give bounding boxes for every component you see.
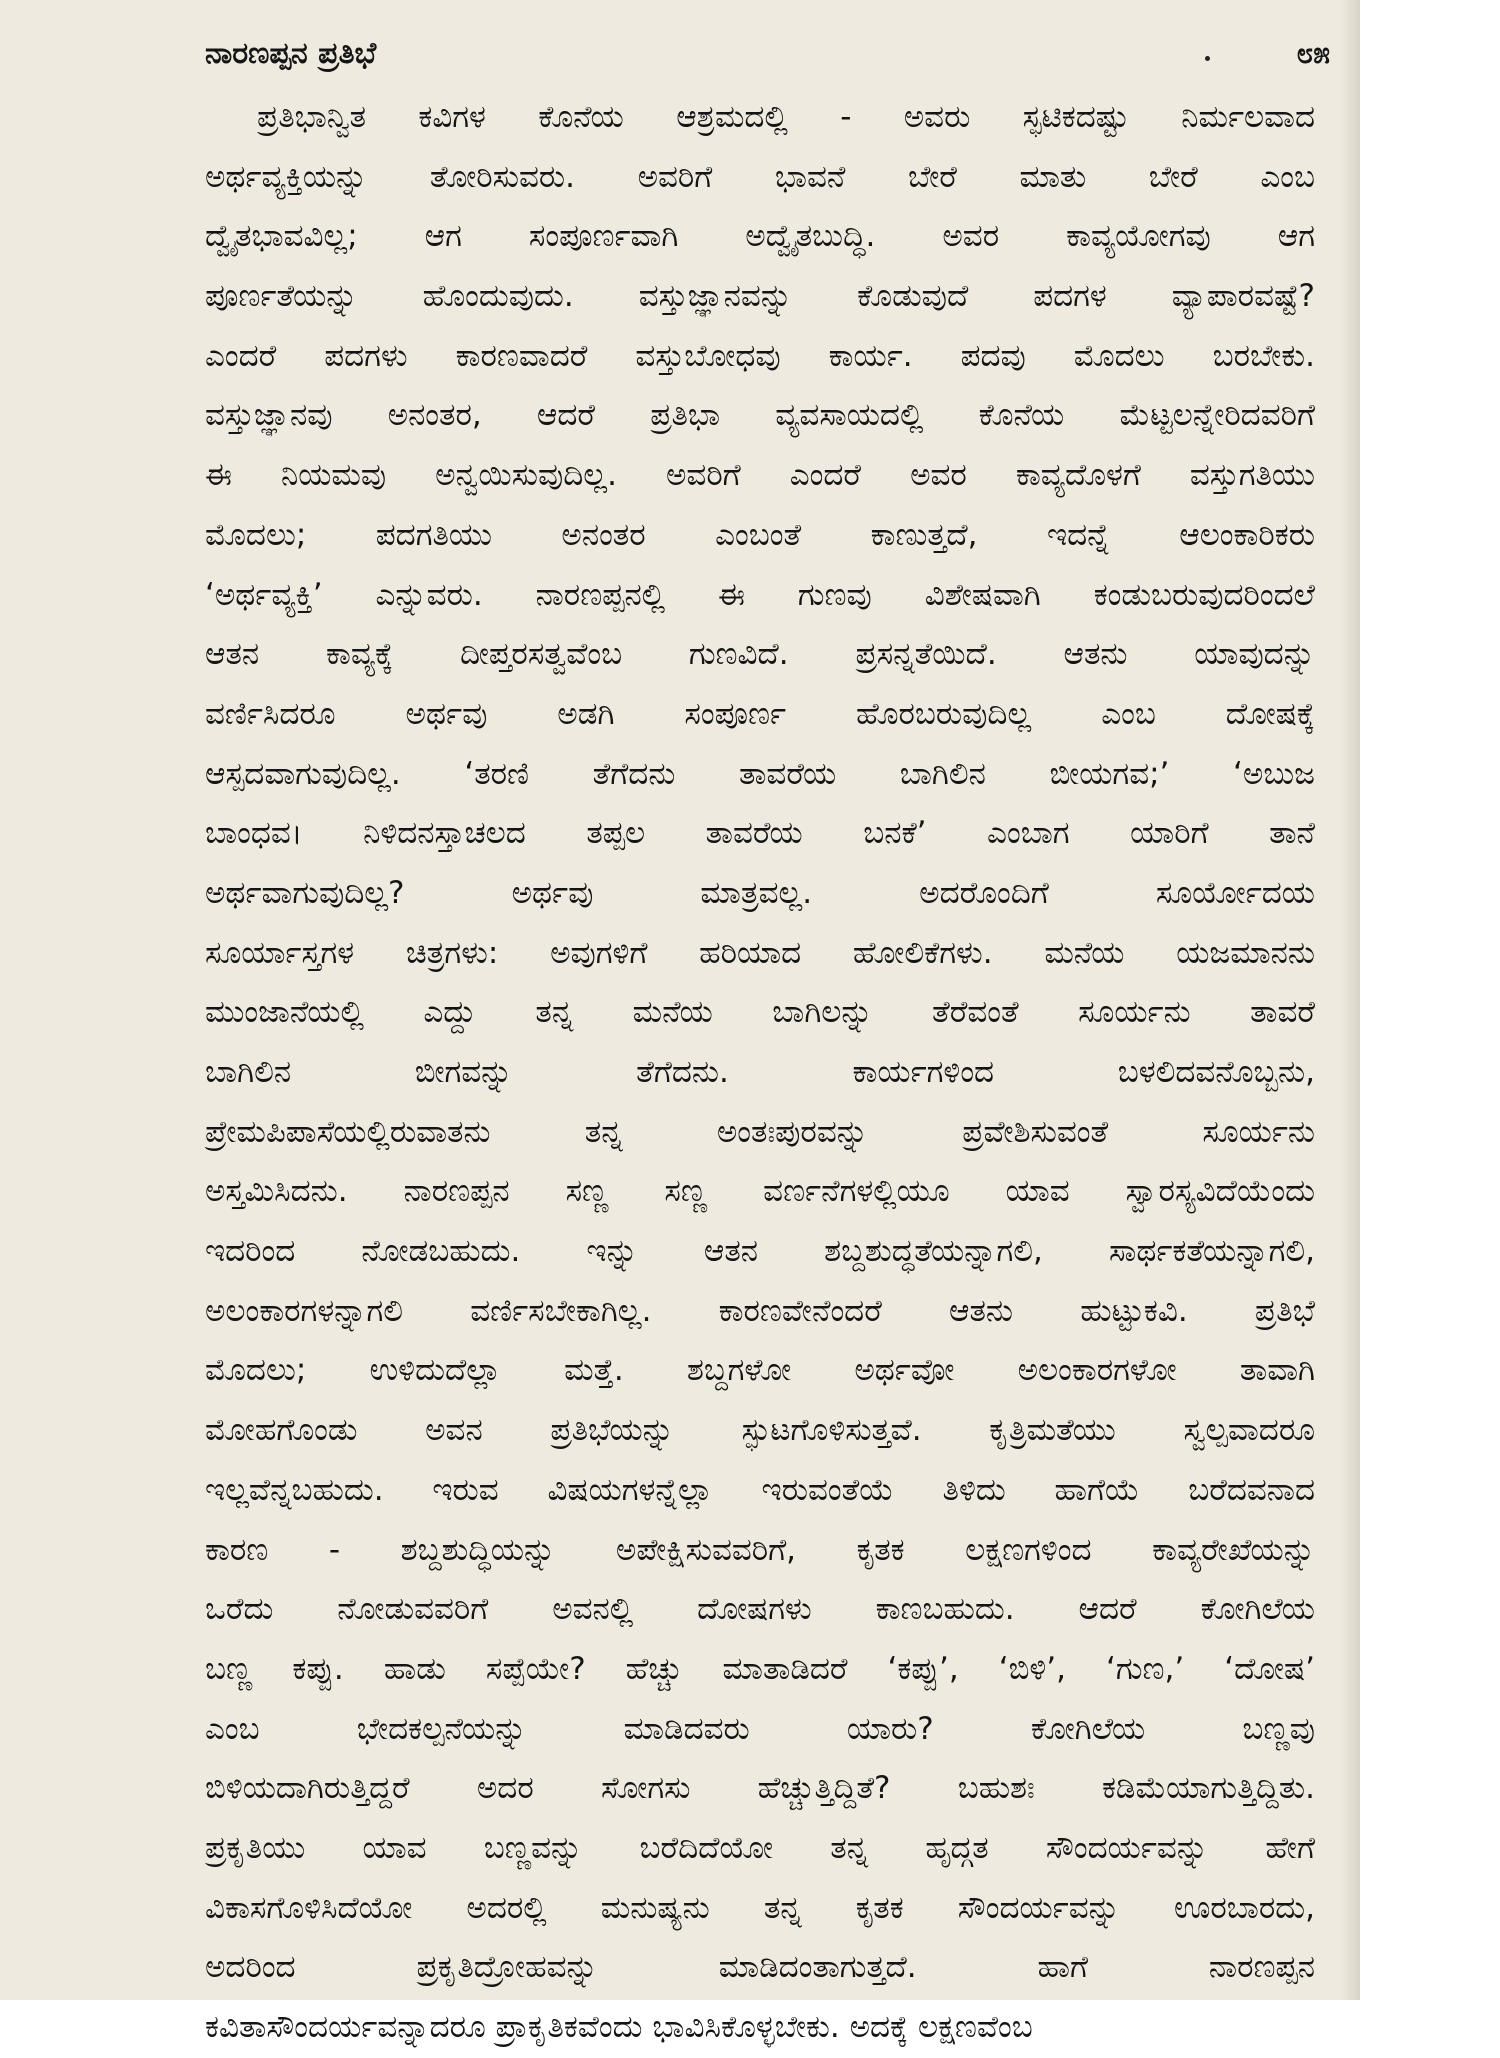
text-line: ಇದರಿಂದ ನೋಡಬಹುದು. ಇನ್ನು ಆತನ ಶಬ್ದಶುದ್ಧತೆಯನ್ನಾಗಲಿ, ಸಾರ್ಥಕತೆಯನ್ನಾಗಲಿ, bbox=[205, 1233, 1315, 1270]
text-line: ಇಲ್ಲವೆನ್ನಬಹುದು. ಇರುವ ವಿಷಯಗಳನ್ನೆಲ್ಲಾ ಇರುವಂತೆಯೆ ತಿಳಿದು ಹಾಗೆಯೆ ಬರೆದವನಾದ bbox=[205, 1471, 1315, 1508]
text-line: ಬಾಗಿಲಿನ ಬೀಗವನ್ನು ತೆಗೆದನು. ಕಾರ್ಯಗಳಿಂದ ಬಳಲಿದವನೊಬ್ಬನು, bbox=[205, 1054, 1315, 1090]
text-line: ಪ್ರಕೃತಿಯು ಯಾವ ಬಣ್ಣವನ್ನು ಬರೆದಿದೆಯೋ ತನ್ನ ಹೃದ್ಗತ ಸೌಂದರ್ಯವನ್ನು ಹೇಗೆ bbox=[205, 1829, 1315, 1866]
text-line: ಒರೆದು ನೋಡುವವರಿಗೆ ಅವನಲ್ಲಿ ದೋಷಗಳು ಕಾಣಬಹುದು. ಆದರೆ ಕೋಗಿಲೆಯ bbox=[205, 1591, 1315, 1628]
text-line: ಸೂರ್ಯಾಸ್ತಗಳ ಚಿತ್ರಗಳು: ಅವುಗಳಿಗೆ ಹರಿಯಾದ ಹೋಲಿಕೆಗಳು. ಮನೆಯ ಯಜಮಾನನು bbox=[205, 934, 1315, 971]
running-title: ನಾರಣಪ್ಪನ ಪ್ರತಿಭೆ bbox=[205, 36, 377, 71]
text-line: ಮೊದಲು; ಪದಗತಿಯು ಅನಂತರ ಎಂಬಂತೆ ಕಾಣುತ್ತದೆ, ಇದನ್ನೆ ಆಲಂಕಾರಿಕರು bbox=[205, 516, 1315, 553]
text-line: ವರ್ಣಿಸಿದರೂ ಅರ್ಥವು ಅಡಗಿ ಸಂಪೂರ್ಣ ಹೊರಬರುವುದಿಲ್ಲ ಎಂಬ ದೋಷಕ್ಕೆ bbox=[205, 695, 1315, 732]
header-dot bbox=[1205, 56, 1210, 61]
text-line: ವಸ್ತುಜ್ಞಾನವು ಅನಂತರ, ಆದರೆ ಪ್ರತಿಭಾ ವ್ಯವಸಾಯದಲ್ಲಿ ಕೊನೆಯ ಮೆಟ್ಟಲನ್ನೇರಿದವರಿಗೆ bbox=[205, 397, 1315, 434]
text-line: ಅಸ್ತಮಿಸಿದನು. ನಾರಣಪ್ಪನ ಸಣ್ಣ ಸಣ್ಣ ವರ್ಣನೆಗಳಲ್ಲಿಯೂ ಯಾವ ಸ್ವಾರಸ್ಯವಿದೆಯೆಂದು bbox=[205, 1173, 1315, 1210]
text-line: ಪೂರ್ಣತೆಯನ್ನು ಹೊಂದುವುದು. ವಸ್ತುಜ್ಞಾನವನ್ನು ಕೊಡುವುದೆ ಪದಗಳ ವ್ಯಾಪಾರವಷ್ಟೆ? bbox=[205, 278, 1315, 315]
text-line: ದ್ವೈತಭಾವವಿಲ್ಲ; ಆಗ ಸಂಪೂರ್ಣವಾಗಿ ಅದ್ವೈತಬುದ್ಧಿ. ಅವರ ಕಾವ್ಯಯೋಗವು ಆಗ bbox=[205, 218, 1315, 255]
text-line: ಆಸ್ಪದವಾಗುವುದಿಲ್ಲ. ‘ತರಣಿ ತೆಗೆದನು ತಾವರೆಯ ಬಾಗಿಲಿನ ಬೀಯಗವ;’ ‘ಅಬುಜ bbox=[205, 755, 1315, 792]
page-number: ೮೫ bbox=[1296, 36, 1330, 71]
body-text bbox=[205, 88, 1315, 2058]
text-line: ಅರ್ಥವ್ಯಕ್ತಿಯನ್ನು ತೋರಿಸುವರು. ಅವರಿಗೆ ಭಾವನೆ ಬೇರೆ ಮಾತು ಬೇರೆ ಎಂಬ bbox=[205, 158, 1315, 195]
text-line: ಬಿಳಿಯದಾಗಿರುತ್ತಿದ್ದರೆ ಅದರ ಸೋಗಸು ಹೆಚ್ಚುತ್ತಿದ್ದಿತೆ? ಬಹುಶಃ ಕಡಿಮೆಯಾಗುತ್ತಿದ್ದಿತು. bbox=[205, 1770, 1315, 1807]
text-line: ‘ಅರ್ಥವ್ಯಕ್ತಿ’ ಎನ್ನುವರು. ನಾರಣಪ್ಪನಲ್ಲಿ ಈ ಗುಣವು ವಿಶೇಷವಾಗಿ ಕಂಡುಬರುವುದರಿಂದಲೆ bbox=[205, 576, 1315, 613]
text-line: ಪ್ರತಿಭಾನ್ವಿತ ಕವಿಗಳ ಕೊನೆಯ ಆಶ್ರಮದಲ್ಲಿ - ಅವರು ಸ್ಫಟಿಕದಷ್ಟು ನಿರ್ಮಲವಾದ bbox=[257, 99, 1315, 135]
text-line: ಮೊದಲು; ಉಳಿದುದೆಲ್ಲಾ ಮತ್ತೆ. ಶಬ್ದಗಳೋ ಅರ್ಥವೋ ಅಲಂಕಾರಗಳೋ ತಾವಾಗಿ bbox=[205, 1352, 1315, 1389]
running-header bbox=[205, 36, 1330, 76]
text-line: ಕವಿತಾಸೌಂದರ್ಯವನ್ನಾದರೂ ಪ್ರಾಕೃತಿಕವೆಂದು ಭಾವಿಸಿಕೊಳ್ಳಬೇಕು. ಅದಕ್ಕೆ ಲಕ್ಷಣವೆಂಬ bbox=[205, 2009, 1033, 2045]
text-line: ಬಾಂಧವ। ನಿಳಿದನಸ್ತಾಚಲದ ತಪ್ಪಲ ತಾವರೆಯ ಬನಕೆ’ ಎಂಬಾಗ ಯಾರಿಗೆ ತಾನೆ bbox=[205, 815, 1315, 852]
text-line: ಅರ್ಥವಾಗುವುದಿಲ್ಲ? ಅರ್ಥವು ಮಾತ್ರವಲ್ಲ. ಅದರೊಂದಿಗೆ ಸೂರ್ಯೋದಯ bbox=[205, 874, 1315, 911]
text-line: ಮುಂಜಾನೆಯಲ್ಲಿ ಎದ್ದು ತನ್ನ ಮನೆಯ ಬಾಗಿಲನ್ನು ತೆರೆವಂತೆ ಸೂರ್ಯನು ತಾವರೆ bbox=[205, 994, 1315, 1031]
text-line: ಮೋಹಗೊಂಡು ಅವನ ಪ್ರತಿಭೆಯನ್ನು ಸ್ಫುಟಗೊಳಿಸುತ್ತವೆ. ಕೃತ್ರಿಮತೆಯು ಸ್ವಲ್ಪವಾದರೂ bbox=[205, 1412, 1315, 1449]
text-line: ಬಣ್ಣ ಕಪ್ಪು. ಹಾಡು ಸಪ್ಪೆಯೇ? ಹೆಚ್ಚು ಮಾತಾಡಿದರೆ ‘ಕಪ್ಪು’, ‘ಬಿಳಿ’, ‘ಗುಣ,’ ‘ದೋಷ’ bbox=[205, 1650, 1315, 1687]
text-line: ಆತನ ಕಾವ್ಯಕ್ಕೆ ದೀಪ್ತರಸತ್ವವೆಂಬ ಗುಣವಿದೆ. ಪ್ರಸನ್ನತೆಯಿದೆ. ಆತನು ಯಾವುದನ್ನು bbox=[205, 636, 1315, 673]
text-line: ಎಂಬ ಭೇದಕಲ್ಪನೆಯನ್ನು ಮಾಡಿದವರು ಯಾರು? ಕೋಗಿಲೆಯ ಬಣ್ಣವು bbox=[205, 1710, 1315, 1747]
text-line: ಎಂದರೆ ಪದಗಳು ಕಾರಣವಾದರೆ ವಸ್ತುಬೋಧವು ಕಾರ್ಯ. ಪದವು ಮೊದಲು ಬರಬೇಕು. bbox=[205, 337, 1315, 374]
page-edge-shadow bbox=[1340, 0, 1360, 2000]
text-line: ಈ ನಿಯಮವು ಅನ್ವಯಿಸುವುದಿಲ್ಲ. ಅವರಿಗೆ ಎಂದರೆ ಅವರ ಕಾವ್ಯದೊಳಗೆ ವಸ್ತುಗತಿಯು bbox=[205, 457, 1315, 494]
text-line: ಅಲಂಕಾರಗಳನ್ನಾಗಲಿ ವರ್ಣಿಸಬೇಕಾಗಿಲ್ಲ. ಕಾರಣವೇನೆಂದರೆ ಆತನು ಹುಟ್ಟುಕವಿ. ಪ್ರತಿಭೆ bbox=[205, 1292, 1315, 1329]
text-line: ಅದರಿಂದ ಪ್ರಕೃತಿದ್ರೋಹವನ್ನು ಮಾಡಿದಂತಾಗುತ್ತದೆ. ಹಾಗೆ ನಾರಣಪ್ಪನ bbox=[205, 1949, 1315, 1986]
text-line: ವಿಕಾಸಗೊಳಿಸಿದೆಯೋ ಅದರಲ್ಲಿ ಮನುಷ್ಯನು ತನ್ನ ಕೃತಕ ಸೌಂದರ್ಯವನ್ನು ಊರಬಾರದು, bbox=[205, 1889, 1315, 1926]
text-line: ಪ್ರೇಮಪಿಪಾಸೆಯಲ್ಲಿರುವಾತನು ತನ್ನ ಅಂತಃಪುರವನ್ನು ಪ್ರವೇಶಿಸುವಂತೆ ಸೂರ್ಯನು bbox=[205, 1113, 1315, 1150]
text-line: ಕಾರಣ - ಶಬ್ದಶುದ್ಧಿಯನ್ನು ಅಪೇಕ್ಷಿಸುವವರಿಗೆ, ಕೃತಕ ಲಕ್ಷಣಗಳಿಂದ ಕಾವ್ಯರೇಖೆಯನ್ನು bbox=[205, 1531, 1315, 1568]
